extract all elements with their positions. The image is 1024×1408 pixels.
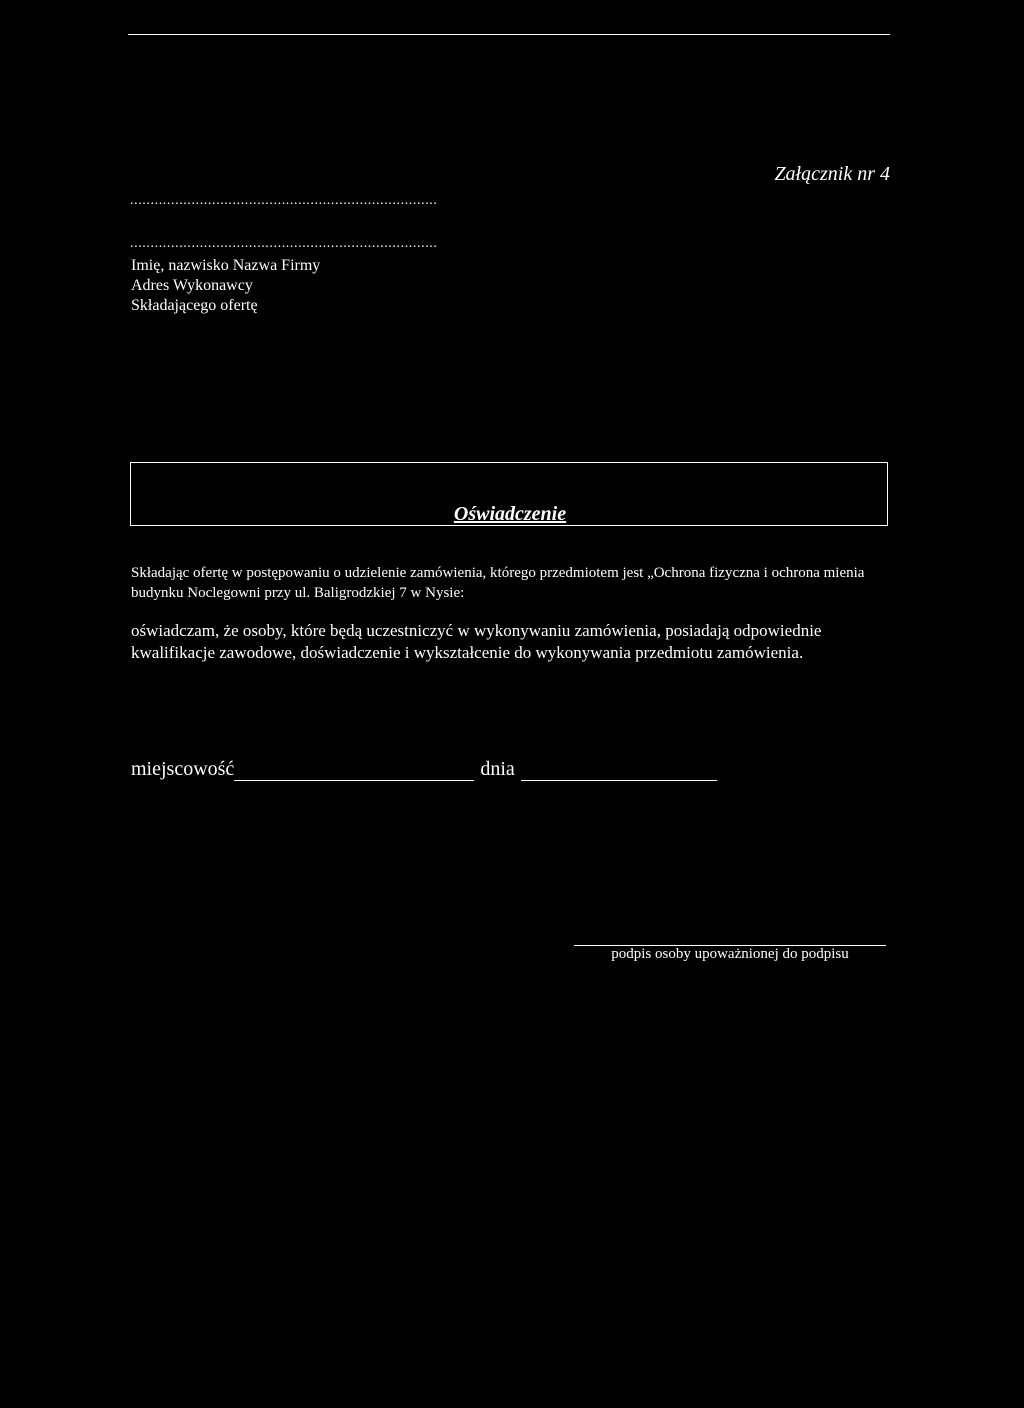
contractor-offer-label: Składającego ofertę <box>131 297 258 314</box>
contractor-block <box>131 256 320 316</box>
dotted-line-2: ........................................................................... <box>130 236 438 251</box>
statement-title: Oświadczenie <box>453 503 567 525</box>
date-label: dnia <box>480 758 515 780</box>
annex-label: Załącznik nr 4 <box>774 163 890 185</box>
intro-paragraph: Składając ofertę w postępowaniu o udzielenie zamówienia, którego przedmiotem jest „Ochrona fizyczna i ochrona mienia budynku Noclegowni przy ul. Baligrodzkiej 7 w Nysie: <box>131 565 865 601</box>
place-blank-line <box>234 760 474 781</box>
dotted-line-1: ........................................................................... <box>130 193 438 208</box>
declaration-paragraph: oświadczam, że osoby, które będą uczestniczyć w wykonywaniu zamówienia, posiadają odpowiednie kwalifikacje zawodowe, doświadczenie i wykształcenie do wykonywania przedmiotu zamówienia. <box>131 621 822 662</box>
place-label: miejscowość <box>131 758 235 780</box>
signature-label: podpis osoby upoważnionej do podpisu <box>611 946 849 962</box>
contractor-name-label: Imię, nazwisko Nazwa Firmy <box>131 257 321 274</box>
contractor-address-label: Adres Wykonawcy <box>131 277 253 294</box>
date-blank-line <box>521 760 717 781</box>
place-date-row <box>131 758 717 781</box>
top-rule <box>128 34 890 35</box>
